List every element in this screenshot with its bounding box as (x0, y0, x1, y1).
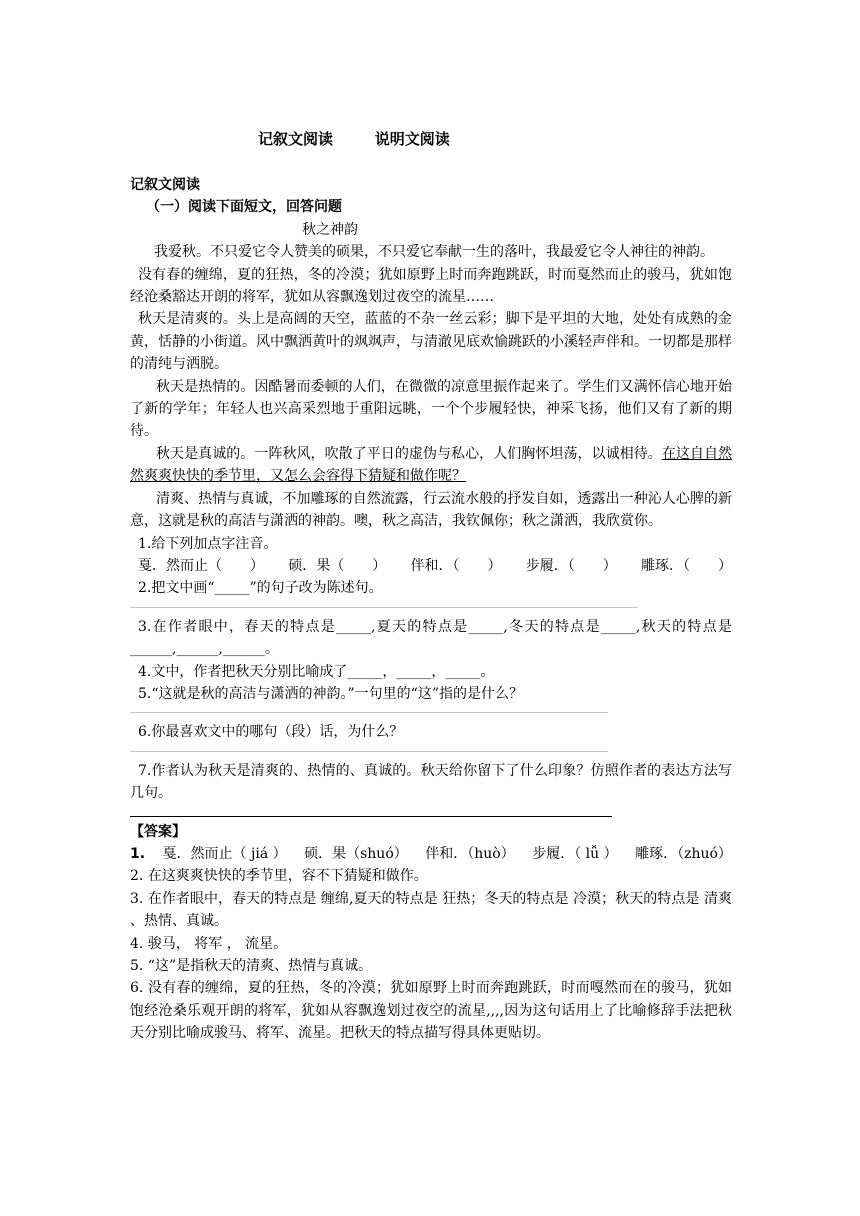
section-subtitle: （一）阅读下面短文，回答问题 (146, 199, 342, 216)
answer-line (130, 750, 608, 752)
passage-paragraph-6: 清爽、热情与真诚，不加雕琢的自然流露，行云流水般的抒发自如，透露出一种沁人心脾的新意，这就是秋的高洁与潇洒的神韵。噢，秋之高洁，我钦佩你；秋之潇洒，我欣赏你。 (130, 490, 732, 530)
answer-6: 6. 没有春的缠绵，夏的狂热，冬的冷漠；犹如原野上时而奔跑跳跃，时而嘎然而在的骏马，犹如饱经沧桑乐观开朗的将军，犹如从容飘逸划过夜空的流星,,,,因为这句话用上了比喻修辞手法把秋天分别比喻成骏马、将军、流星。把秋天的特点描写得具体更贴切。 (130, 980, 732, 1042)
q1-item: 雕琢．（ ） (641, 557, 732, 574)
a1-item: 戛．然而止（ jiá ） (162, 845, 287, 862)
a1-item: 雕琢．（zhuó） (635, 845, 732, 862)
question-4: 4.文中，作者把秋天分别比喻成了_____，_____，_____。 (138, 663, 495, 680)
a1-item: 步履．（ lǚ ） (532, 845, 618, 862)
a1-item: 硕．果（shuó） (304, 845, 408, 862)
q1-item: 步履．（ ） (525, 557, 617, 574)
page-header-title: 记叙文阅读 说明文阅读 (258, 130, 450, 148)
question-1: 1.给下列加点字注音。 (138, 535, 278, 552)
answer-separator (130, 815, 612, 817)
passage-paragraph-1: 我爱秋。不只爱它令人赞美的硕果，不只爱它奉献一生的落叶，我最爱它令人神往的神韵。 (154, 244, 714, 261)
question-7: 7.作者认为秋天是清爽的、热情的、真诚的。秋天给你留下了什么印象？仿照作者的表达方法写几句。 (130, 762, 732, 802)
question-5: 5.“这就是秋的高洁与潇洒的神韵。”一句里的“这”指的是什么？ (138, 685, 523, 702)
document-content (130, 174, 732, 1045)
passage-paragraph-2: 没有春的缠绵，夏的狂热，冬的冷漠；犹如原野上时而奔跑跳跃，时而戛然而止的骏马，犹如饱经沧桑豁达开朗的将军，犹如从容飘逸划过夜空的流星…… (130, 266, 732, 306)
answer-1-number: 1. (130, 845, 146, 862)
question-2: 2.把文中画“_____”的句子改为陈述句。 (138, 580, 383, 597)
q1-item: 戛．然而止（ ） (138, 557, 264, 574)
story-title: 秋之神韵 (302, 221, 358, 238)
answer-5: 5. “这”是指秋天的清爽、热情与真诚。 (130, 958, 373, 974)
question-6: 6.你最喜欢文中的哪句（段）话，为什么？ (138, 724, 404, 741)
answer-4: 4. 骏马， 将军 ， 流星。 (130, 935, 288, 952)
passage-paragraph-4: 秋天是热情的。因酷暑而委顿的人们，在微微的凉意里振作起来了。学生们又满怀信心地开始了新的学年；年轻人也兴高采烈地于重阳远眺，一个个步履轻快，神采飞扬，他们又有了新的期待。 (130, 378, 732, 440)
answer-1 (130, 843, 732, 865)
answer-line (130, 711, 608, 713)
question-3: 3.在作者眼中，春天的特点是_____,夏天的特点是_____,冬天的特点是_____,秋天的特点是______,______,______。 (130, 618, 732, 658)
passage-paragraph-3: 秋天是清爽的。头上是高阔的天空，蓝蓝的不杂一丝云彩；脚下是平坦的大地，处处有成熟的金黄，恬静的小街道。风中飘洒黄叶的飒飒声，与清澈见底欢愉跳跃的小溪轻声伴和。一切都是那样的清纯与洒脱。 (130, 311, 732, 373)
q1-item: 硕．果（ ） (288, 557, 387, 574)
q1-item: 伴和．（ ） (410, 557, 502, 574)
passage-paragraph-5 (130, 443, 732, 488)
a1-item: 伴和．（huò） (425, 845, 515, 862)
underlined-sentence: 在这自自然然爽爽快快的季节里，又怎么会容得下猜疑和做作呢？ (130, 445, 733, 485)
answers-heading: 【答案】 (130, 823, 186, 840)
section-title: 记叙文阅读 (130, 177, 200, 193)
answer-2: 2. 在这爽爽快快的季节里，容不下猜疑和做作。 (130, 868, 428, 885)
question-1-items (138, 555, 732, 577)
paragraph-5-text: 秋天是真诚的。一阵秋风，吹散了平日的虚伪与私心，人们胸怀坦荡，以诚相待。 (156, 445, 662, 462)
answer-3: 3. 在作者眼中，春天的特点是 缠绵,夏天的特点是 狂热；冬天的特点是 冷漠；秋天的特点是 清爽 、热情、真诚。 (130, 890, 732, 930)
answer-line (130, 606, 638, 608)
